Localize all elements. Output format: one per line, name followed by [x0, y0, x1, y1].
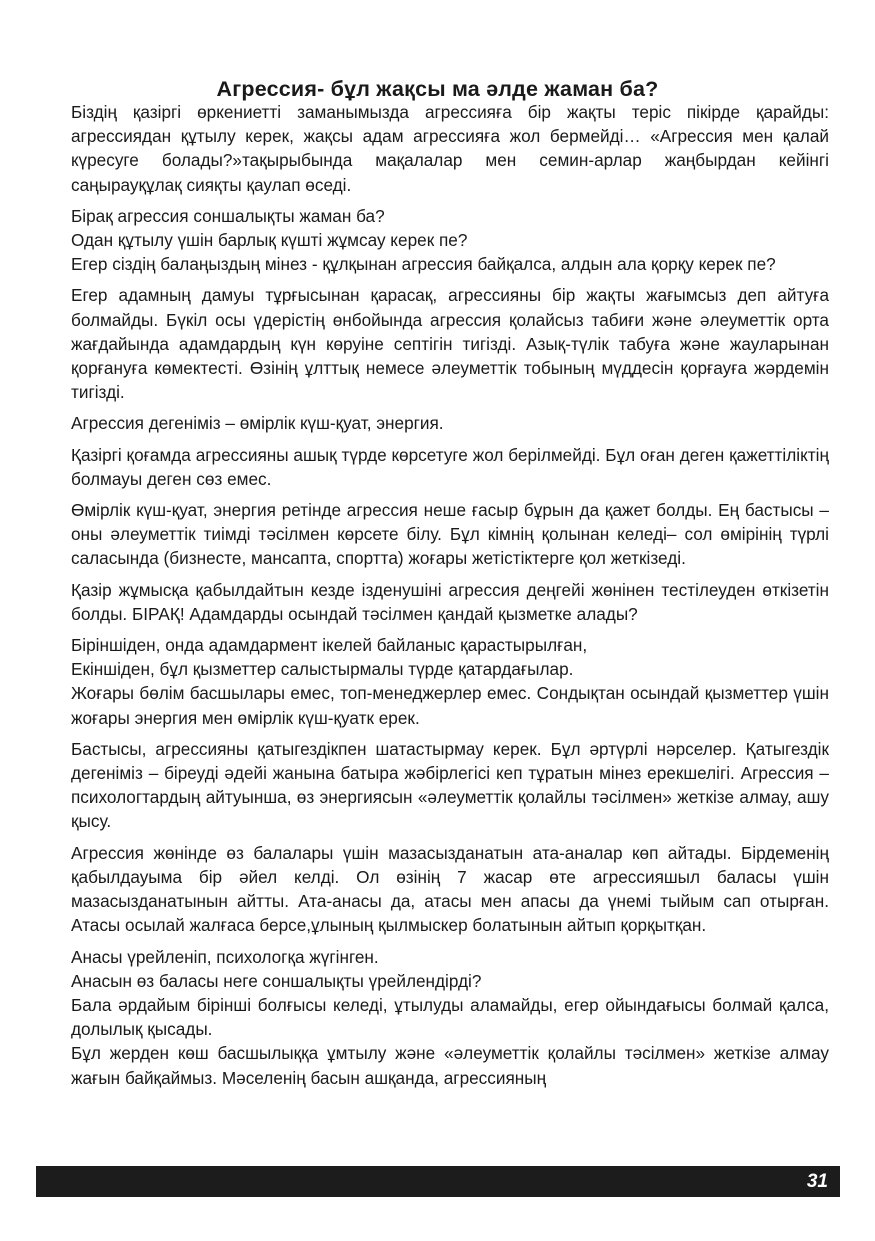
paragraph-line: Одан құтылу үшін барлық күшті жұмсау керек пе? [71, 230, 468, 251]
paragraph-line: Анасы үрейленіп, психологқа жүгінген. [71, 946, 379, 967]
paragraph-line: Қазір жұмысқа қабылдайтын кезде ізденушіні агрессия деңгейі жөнінен тестілеуден өткізетін болды. БІРАҚ! Адамдарды осындай тәсілмен қандай қызметке алады? [71, 579, 829, 624]
paragraph-line: Біздің қазіргі өркениетті заманымызда агрессияға бір жақты теріс пікірде қарайды: агрессиядан құтылу керек, жақсы адам агрессияға жол бермейді… «Агрессия мен қалай күресуге болады?»тақырыбында мақалалар мен семин-арлар жаңбырдан кейінгі саңырауқұлақ сияқты қаулап өседі. [71, 102, 829, 195]
paragraph-line: Бұл жерден көш басшылыққа ұмтылу және «әлеуметтік қолайлы тәсілмен» жеткізе алмау жағын байқаймыз. Мәселенің басын ашқанда, агрессияның [71, 1043, 829, 1088]
paragraph-line: Егер адамның дамуы тұрғысынан қарасақ, агрессияны бір жақты жағымсыз деп айтуға болмайды. Бүкіл осы үдерістің өнбойында агрессия қолайсыз табиғи және әлеуметтік орта жағдайында адамдардың күн көруіне септігін тигізді. Азық-түлік табуға және жауларынан қорғануға көмектесті. Өзінің ұлттық немесе әлеуметтік тобының мүддесін қорғауға жәрдемін тигізді. [71, 285, 829, 403]
paragraph-line: Екіншіден, бұл қызметтер салыстырмалы түрде қатардағылар. [71, 659, 574, 680]
paragraph-1 [71, 100, 829, 197]
paragraph-line: Бірақ агрессия соншалықты жаман ба? [71, 205, 385, 226]
paragraph-line: Агрессия дегеніміз – өмірлік күш-қуат, энергия. [71, 413, 444, 434]
footer-bar [36, 1166, 840, 1197]
paragraph-line: Бала әрдайым бірінші болғысы келеді, ұтылуды аламайды, егер ойындағысы болмай қалса, долылық қысады. [71, 994, 829, 1040]
paragraph-line: Бастысы, агрессияны қатыгездікпен шатастырмау керек. Бұл әртүрлі нәрселер. Қатыгездік дегеніміз – біреуді әдейі жанына батыра жәбірлегісі кеп тұратын мінез ерекшелігі. Агрессия – психологтардың айтуынша, өз энергиясын «әлеуметтік қолайлы тәсілмен» жеткізе алмау, ашу қысу. [71, 738, 829, 832]
page-number: 31 [806, 1171, 828, 1192]
paragraph-10 [71, 841, 829, 938]
paragraph-line: Жоғары бөлім басшылары емес, топ-менеджерлер емес. Сондықтан осындай қызметтер үшін жоғары энергия мен өмірлік күш-қуатк ерек. [71, 683, 829, 728]
paragraph-11 [71, 945, 829, 1090]
paragraph-line: Өмірлік күш-қуат, энергия ретінде агрессия неше ғасыр бұрын да қажет болды. Ең бастысы – оны әлеуметтік тиімді тәсілмен көрсете білу. Бұл кімнің қолынан келеді– сол өмірінің түрлі саласында (бизнесте, мансапта, спортта) жоғары жетістіктерге қол жеткізеді. [71, 500, 829, 569]
paragraph-5 [71, 443, 829, 491]
page-title: Агрессия- бұл жақсы ма әлде жаман ба? [216, 77, 659, 102]
paragraph-3 [71, 283, 829, 404]
paragraph-6 [71, 498, 829, 571]
paragraph-line: Егер сіздің балаңыздың мінез - құлқынан агрессия байқалса, алдын ала қорқу керек пе? [71, 254, 776, 275]
paragraph-2 [71, 204, 829, 277]
article-body [71, 100, 829, 1097]
paragraph-line: Қазіргі қоғамда агрессияны ашық түрде көрсетуге жол берілмейді. Бұл оған деген қажеттіліктің болмауы деген сөз емес. [71, 444, 829, 489]
paragraph-7 [71, 578, 829, 626]
paragraph-line: Анасын өз баласы неге соншалықты үрейлендірді? [71, 970, 482, 991]
paragraph-8 [71, 633, 829, 730]
paragraph-line: Біріншіден, онда адамдармент ікелей байланыс қарастырылған, [71, 635, 588, 656]
paragraph-line: Агрессия жөнінде өз балалары үшін мазасызданатын ата-аналар көп айтады. Бірдеменің қабылдауыма бір әйел келді. Ол өзінің 7 жасар өте агрессияшыл баласы үшін мазасызданатынын айтты. Ата-анасы да, атасы мен апасы да үнемі тыйым сап отырған. Атасы осылай жалғаса берсе,ұлының қылмыскер болатынын айтып қорқытқан. [71, 842, 829, 936]
paragraph-9 [71, 737, 829, 834]
paragraph-4 [71, 411, 829, 435]
